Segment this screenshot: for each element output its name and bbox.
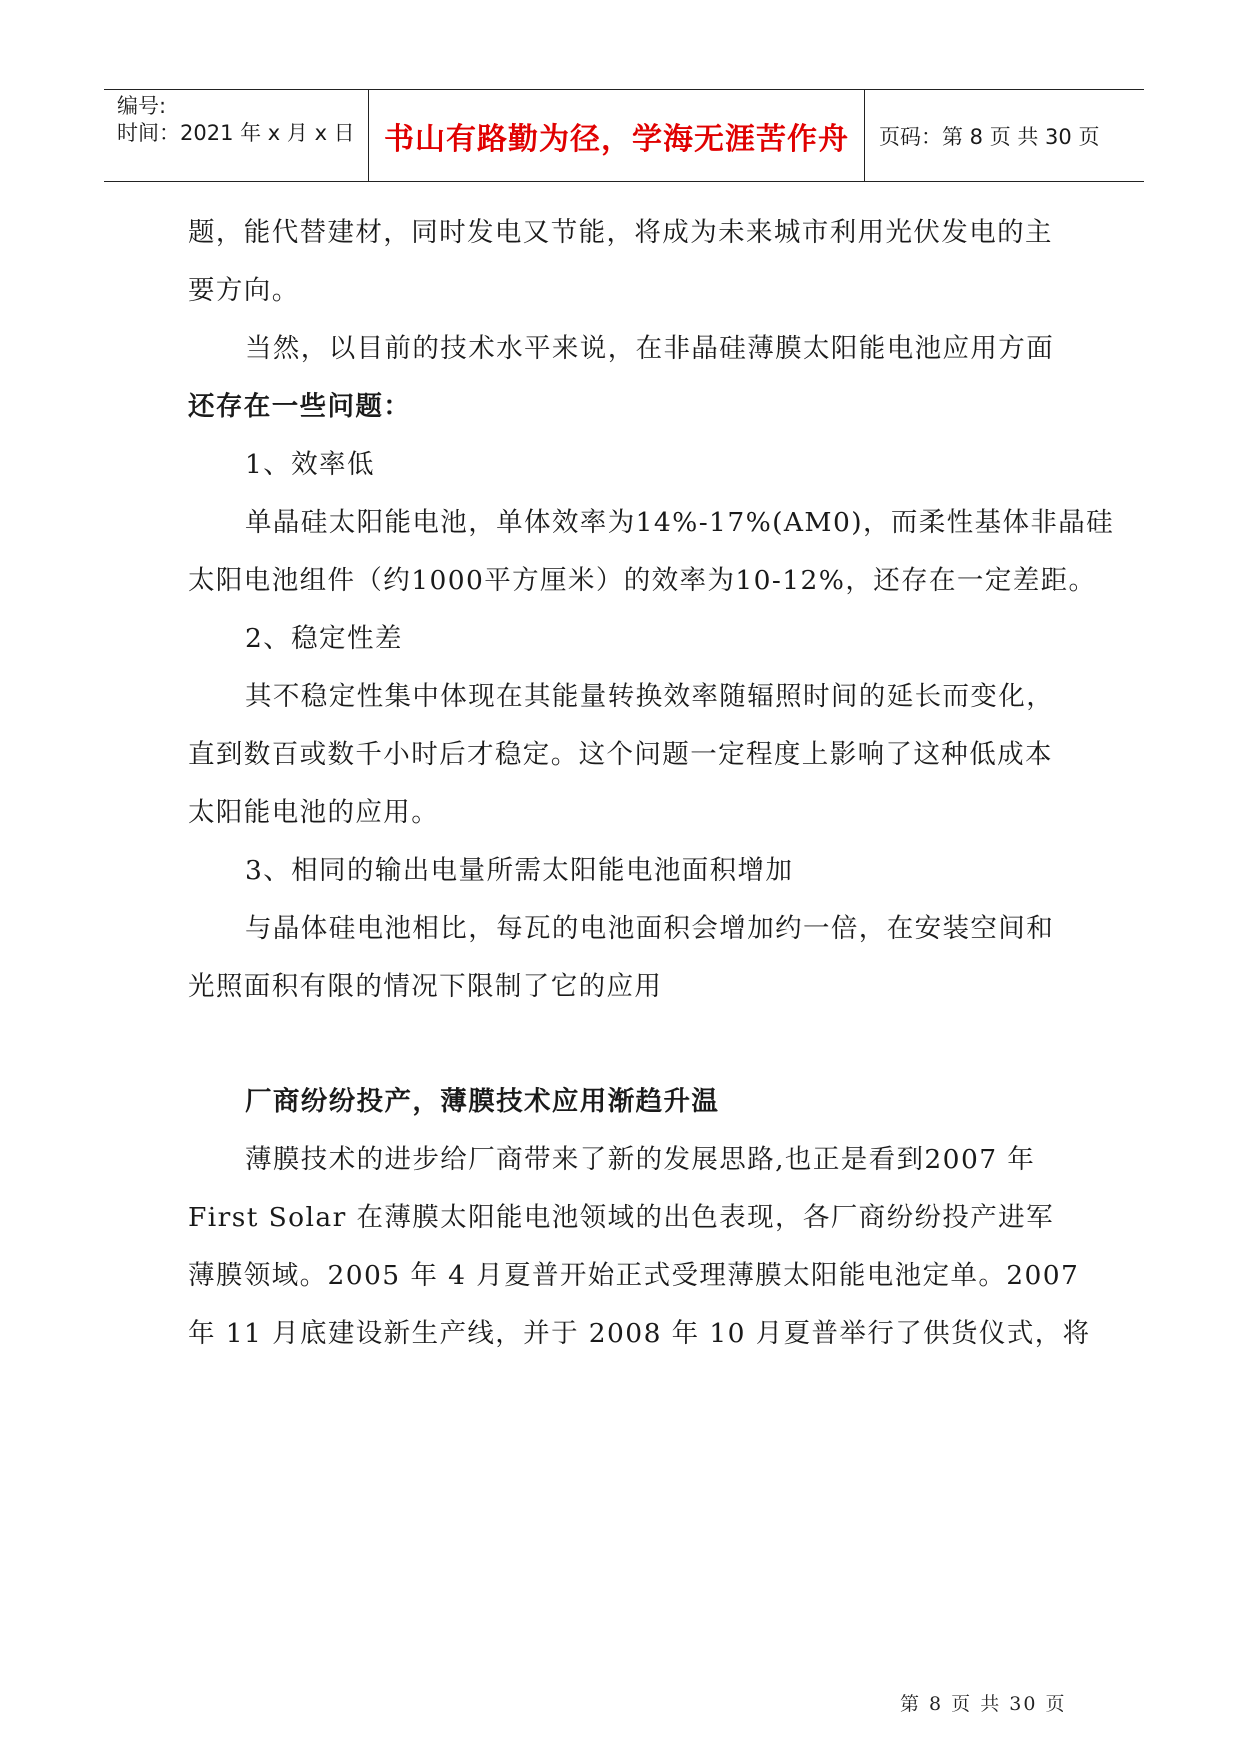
body-line: 题，能代替建材，同时发电又节能，将成为未来城市利用光伏发电的主 — [188, 217, 1053, 248]
section-heading: 厂商纷纷投产，薄膜技术应用渐趋升温 — [245, 1086, 720, 1117]
list-heading-area: 3、相同的输出电量所需太阳能电池面积增加 — [245, 855, 794, 886]
body-line: 太阳电池组件（约1000平方厘米）的效率为10-12%，还存在一定差距。 — [188, 565, 1097, 596]
list-heading-stability: 2、稳定性差 — [245, 623, 403, 654]
header-page-number: 页码：第 8 页 共 30 页 — [879, 124, 1100, 149]
page-footer: 第 8 页 共 30 页 — [900, 1693, 1067, 1715]
list-heading-efficiency: 1、效率低 — [245, 449, 375, 480]
body-line: 太阳能电池的应用。 — [188, 797, 440, 828]
body-line: 薄膜领域。2005 年 4 月夏普开始正式受理薄膜太阳能电池定单。2007 — [188, 1260, 1080, 1291]
body-line: 要方向。 — [188, 275, 300, 306]
body-line: 单晶硅太阳能电池，单体效率为14%-17%(AM0)，而柔性基体非晶硅 — [245, 507, 1115, 538]
document-number-label: 编号: — [117, 94, 167, 118]
body-line: First Solar 在薄膜太阳能电池领域的出色表现，各厂商纷纷投产进军 — [188, 1202, 1054, 1233]
document-time-label: 时间：2021 年 x 月 x 日 — [117, 121, 355, 145]
body-line: 薄膜技术的进步给厂商带来了新的发展思路,也正是看到2007 年 — [245, 1144, 1036, 1175]
body-line-bold: 还存在一些问题： — [188, 391, 412, 422]
body-line: 光照面积有限的情况下限制了它的应用 — [188, 971, 663, 1002]
body-line: 年 11 月底建设新生产线，并于 2008 年 10 月夏普举行了供货仪式，将 — [188, 1318, 1091, 1349]
body-line: 直到数百或数千小时后才稳定。这个问题一定程度上影响了这种低成本 — [188, 739, 1053, 770]
header-motto: 书山有路勤为径，学海无涯苦作舟 — [369, 90, 865, 181]
page-header — [104, 89, 1144, 182]
body-line: 当然，以目前的技术水平来说，在非晶硅薄膜太阳能电池应用方面 — [245, 333, 1055, 364]
body-line: 与晶体硅电池相比，每瓦的电池面积会增加约一倍，在安装空间和 — [245, 913, 1055, 944]
header-meta — [104, 90, 369, 181]
body-line: 其不稳定性集中体现在其能量转换效率随辐照时间的延长而变化， — [245, 681, 1055, 712]
